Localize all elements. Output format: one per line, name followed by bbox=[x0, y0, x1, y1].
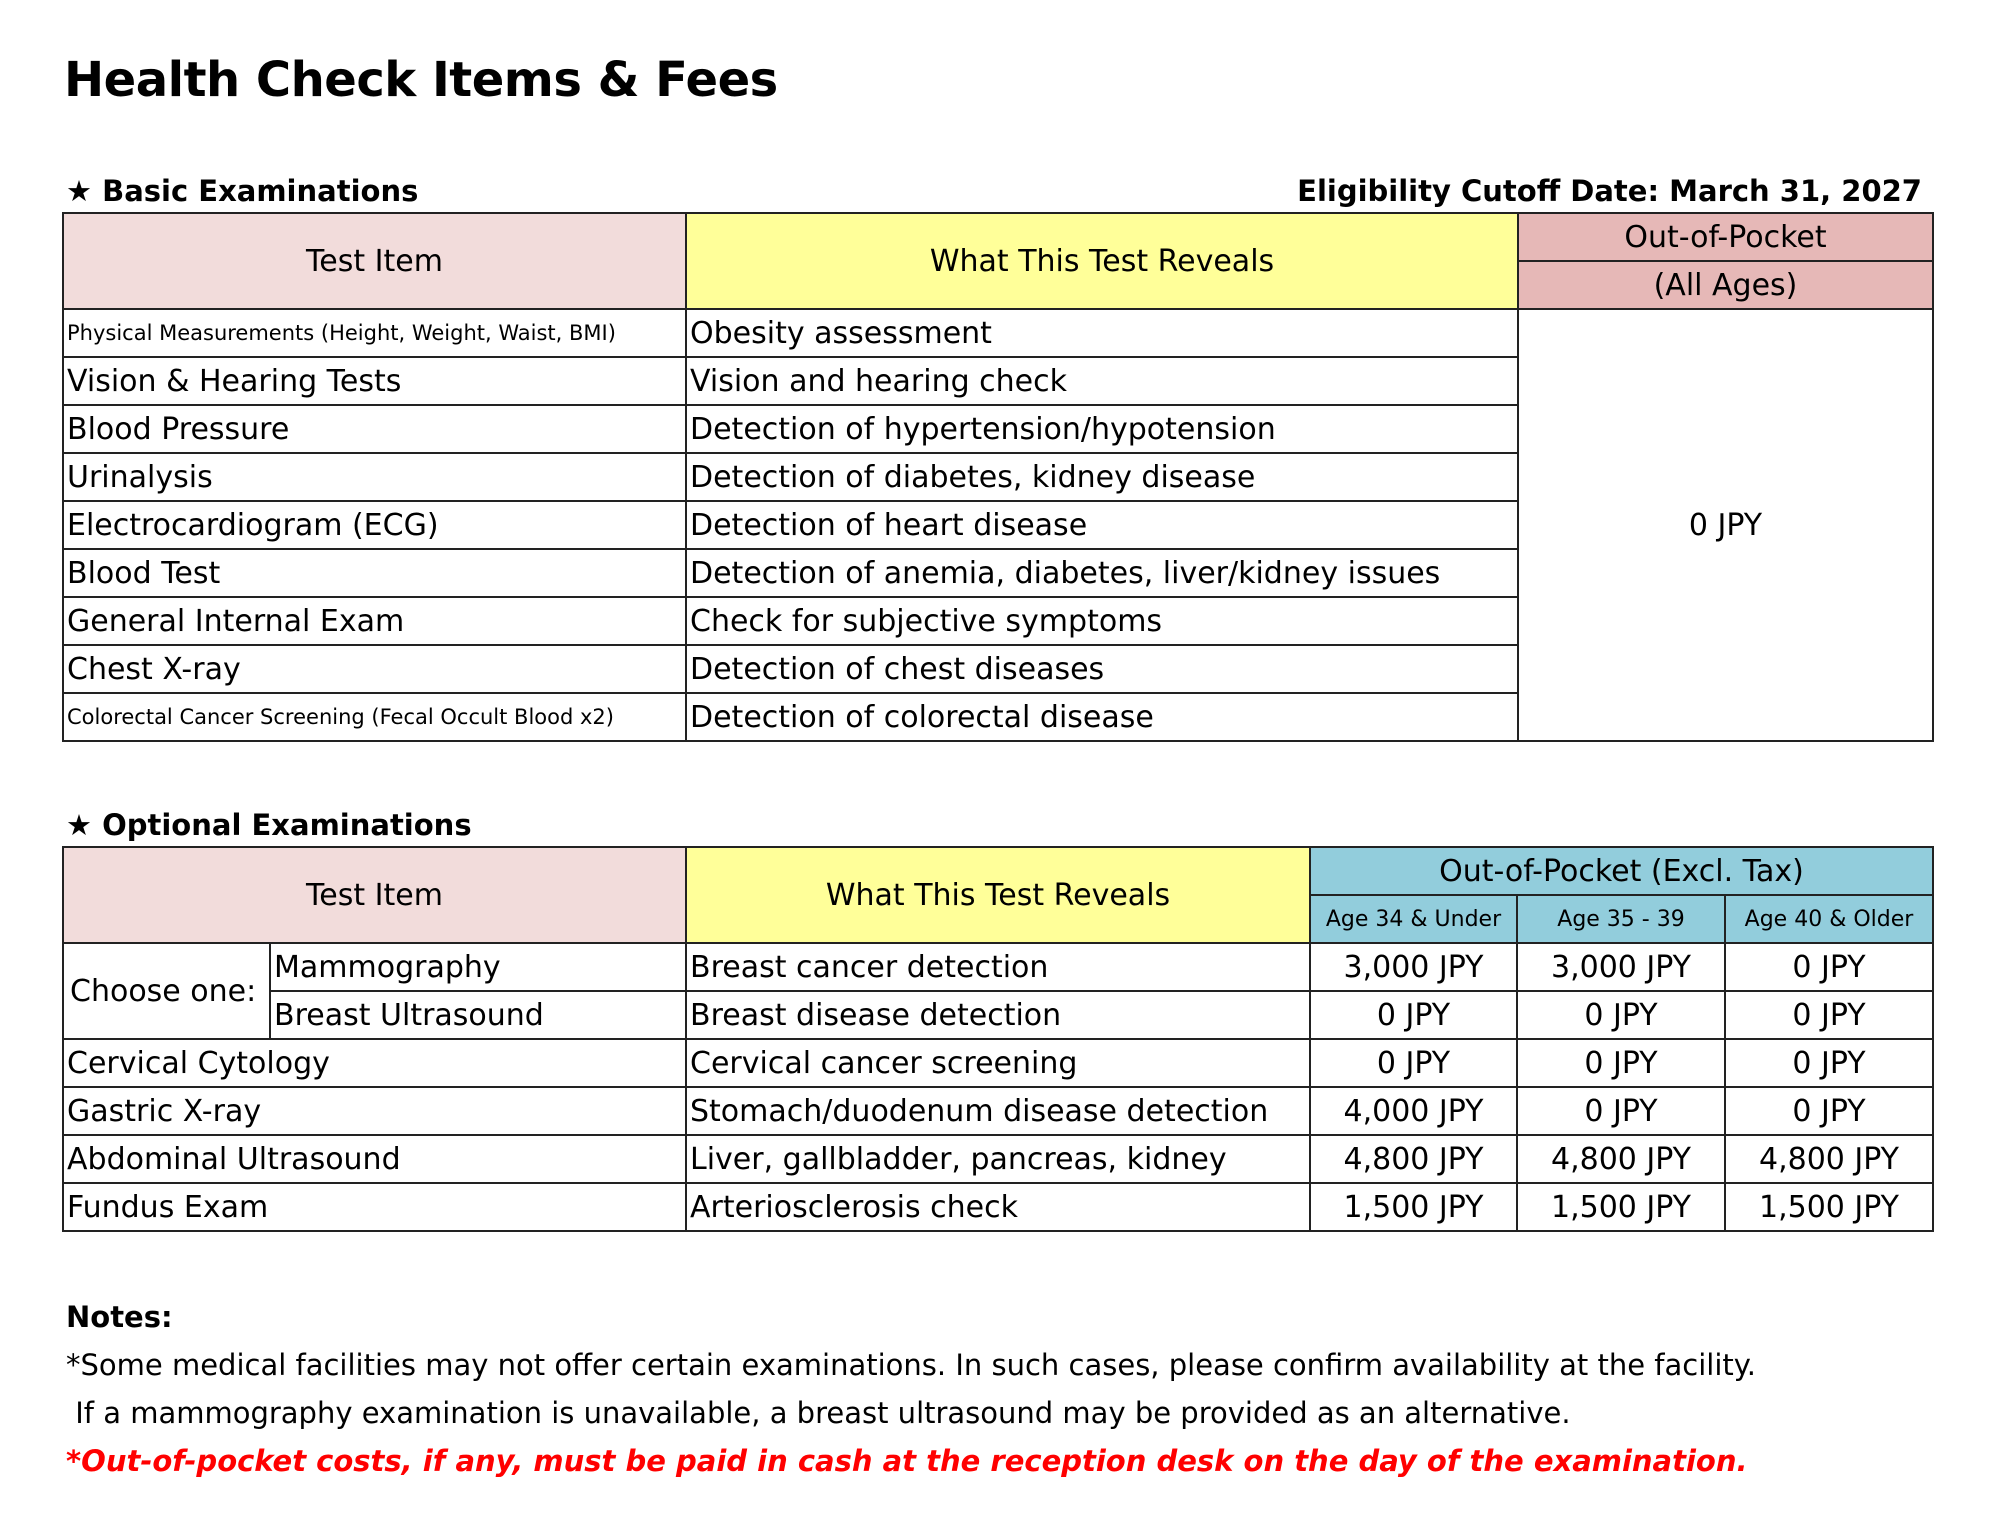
price-age-34-under: 3,000 JPY bbox=[1310, 943, 1517, 991]
header-test-item: Test Item bbox=[63, 213, 686, 309]
price-age-35-39: 0 JPY bbox=[1517, 991, 1725, 1039]
test-item: Colorectal Cancer Screening (Fecal Occult Blood x2) bbox=[63, 693, 686, 741]
table-row bbox=[63, 943, 1933, 991]
header-out-of-pocket-excl-tax: Out-of-Pocket (Excl. Tax) bbox=[1310, 847, 1933, 895]
price-age-40-older: 4,800 JPY bbox=[1725, 1135, 1933, 1183]
eligibility-cutoff-date: Eligibility Cutoff Date: March 31, 2027 bbox=[1297, 174, 1922, 208]
test-item: Breast Ultrasound bbox=[270, 991, 686, 1039]
basic-fee-all-ages: 0 JPY bbox=[1518, 309, 1933, 741]
test-reveals: Breast disease detection bbox=[686, 991, 1310, 1039]
page-title: Health Check Items & Fees bbox=[64, 52, 778, 108]
price-age-35-39: 0 JPY bbox=[1517, 1087, 1725, 1135]
test-reveals: Detection of heart disease bbox=[686, 501, 1518, 549]
header-what-reveals: What This Test Reveals bbox=[686, 213, 1518, 309]
header-test-item: Test Item bbox=[63, 847, 686, 943]
test-reveals: Detection of chest diseases bbox=[686, 645, 1518, 693]
price-age-35-39: 0 JPY bbox=[1517, 1039, 1725, 1087]
price-age-34-under: 0 JPY bbox=[1310, 991, 1517, 1039]
optional-section-label: ★ Optional Examinations bbox=[66, 808, 472, 842]
choose-one-label: Choose one: bbox=[63, 943, 270, 1039]
header-age-34-under: Age 34 & Under bbox=[1310, 895, 1517, 943]
test-item: Gastric X-ray bbox=[63, 1087, 686, 1135]
test-item: Fundus Exam bbox=[63, 1183, 686, 1231]
header-age-35-39: Age 35 - 39 bbox=[1517, 895, 1725, 943]
optional-examinations-table bbox=[62, 846, 1934, 1232]
price-age-40-older: 0 JPY bbox=[1725, 1039, 1933, 1087]
note-mammography-alternative: If a mammography examination is unavailable, a breast ultrasound may be provided as an alternative. bbox=[66, 1396, 1571, 1430]
test-item: Blood Pressure bbox=[63, 405, 686, 453]
note-facility-availability: *Some medical facilities may not offer certain examinations. In such cases, please confirm availability at the facility. bbox=[66, 1348, 1757, 1382]
basic-section-label: ★ Basic Examinations bbox=[66, 174, 419, 208]
test-item: Abdominal Ultrasound bbox=[63, 1135, 686, 1183]
test-item: Physical Measurements (Height, Weight, Waist, BMI) bbox=[63, 309, 686, 357]
test-reveals: Liver, gallbladder, pancreas, kidney bbox=[686, 1135, 1310, 1183]
price-age-40-older: 0 JPY bbox=[1725, 1087, 1933, 1135]
price-age-35-39: 4,800 JPY bbox=[1517, 1135, 1725, 1183]
test-reveals: Detection of colorectal disease bbox=[686, 693, 1518, 741]
price-age-35-39: 3,000 JPY bbox=[1517, 943, 1725, 991]
price-age-40-older: 0 JPY bbox=[1725, 991, 1933, 1039]
test-reveals: Detection of hypertension/hypotension bbox=[686, 405, 1518, 453]
table-row bbox=[63, 1135, 1933, 1183]
table-row bbox=[63, 1087, 1933, 1135]
test-item: Urinalysis bbox=[63, 453, 686, 501]
test-reveals: Check for subjective symptoms bbox=[686, 597, 1518, 645]
price-age-35-39: 1,500 JPY bbox=[1517, 1183, 1725, 1231]
table-row bbox=[63, 309, 1933, 357]
test-reveals: Vision and hearing check bbox=[686, 357, 1518, 405]
table-row bbox=[63, 991, 1933, 1039]
table-row bbox=[63, 1183, 1933, 1231]
header-what-reveals: What This Test Reveals bbox=[686, 847, 1310, 943]
notes-heading: Notes: bbox=[66, 1300, 173, 1334]
price-age-40-older: 1,500 JPY bbox=[1725, 1183, 1933, 1231]
header-out-of-pocket: Out-of-Pocket bbox=[1518, 213, 1933, 261]
test-reveals: Cervical cancer screening bbox=[686, 1039, 1310, 1087]
test-reveals: Stomach/duodenum disease detection bbox=[686, 1087, 1310, 1135]
test-item: Vision & Hearing Tests bbox=[63, 357, 686, 405]
test-item: Cervical Cytology bbox=[63, 1039, 686, 1087]
price-age-34-under: 1,500 JPY bbox=[1310, 1183, 1517, 1231]
test-item: Blood Test bbox=[63, 549, 686, 597]
price-age-40-older: 0 JPY bbox=[1725, 943, 1933, 991]
test-reveals: Detection of anemia, diabetes, liver/kidney issues bbox=[686, 549, 1518, 597]
test-reveals: Breast cancer detection bbox=[686, 943, 1310, 991]
test-item: Chest X-ray bbox=[63, 645, 686, 693]
test-reveals: Obesity assessment bbox=[686, 309, 1518, 357]
header-age-40-older: Age 40 & Older bbox=[1725, 895, 1933, 943]
test-reveals: Arteriosclerosis check bbox=[686, 1183, 1310, 1231]
test-item: General Internal Exam bbox=[63, 597, 686, 645]
test-item: Electrocardiogram (ECG) bbox=[63, 501, 686, 549]
test-reveals: Detection of diabetes, kidney disease bbox=[686, 453, 1518, 501]
test-item: Mammography bbox=[270, 943, 686, 991]
note-cash-payment-warning: *Out-of-pocket costs, if any, must be paid in cash at the reception desk on the day of the examination. bbox=[66, 1444, 1748, 1478]
basic-examinations-table bbox=[62, 212, 1934, 742]
price-age-34-under: 4,000 JPY bbox=[1310, 1087, 1517, 1135]
table-row bbox=[63, 1039, 1933, 1087]
price-age-34-under: 0 JPY bbox=[1310, 1039, 1517, 1087]
price-age-34-under: 4,800 JPY bbox=[1310, 1135, 1517, 1183]
header-all-ages: (All Ages) bbox=[1518, 261, 1933, 309]
